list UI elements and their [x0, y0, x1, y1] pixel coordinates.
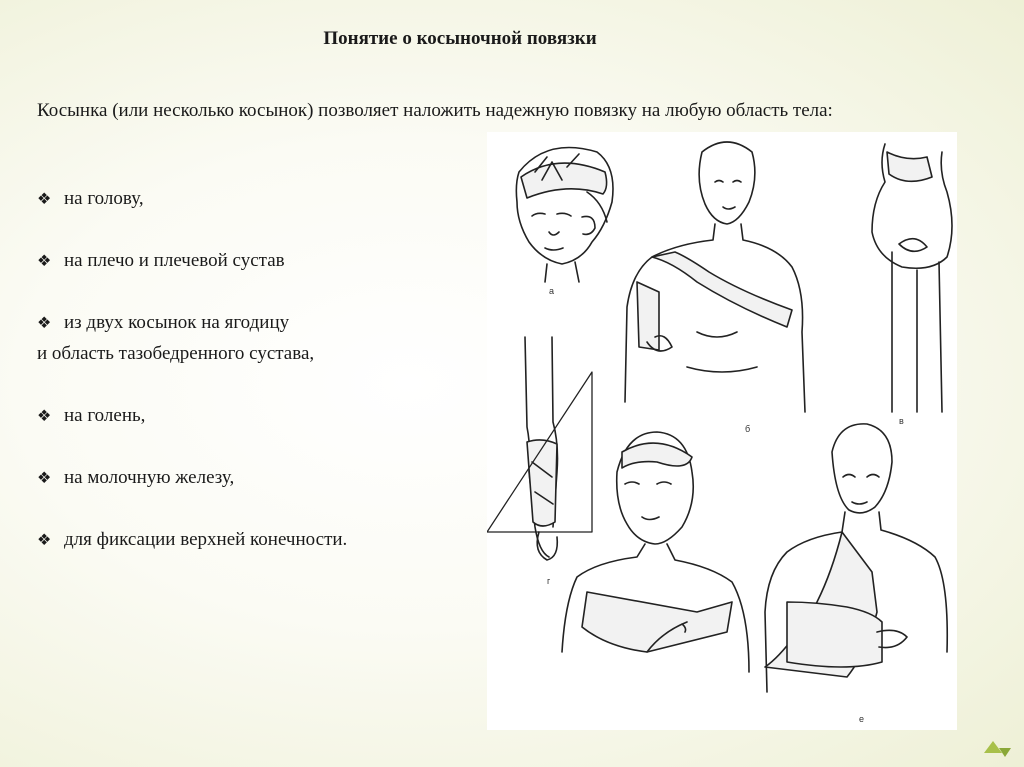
bullet-item — [37, 183, 497, 214]
svg-text:а: а — [549, 286, 555, 296]
bullet-text: на плечо и плечевой сустав — [64, 250, 285, 271]
bullet-text: для фиксации верхней конечности. — [64, 529, 348, 550]
shoulder-bandage-drawing — [625, 142, 805, 434]
diamond-bullet-icon: ❖ — [37, 253, 52, 270]
bullet-continuation: и область тазобедренного сустава, — [37, 343, 315, 364]
head-bandage-drawing — [516, 148, 613, 283]
svg-text:в: в — [899, 416, 904, 426]
bullet-list — [37, 183, 497, 555]
diamond-bullet-icon: ❖ — [37, 532, 52, 549]
slide-title: Понятие о косыночной повязки — [323, 28, 597, 49]
corner-decoration-icon — [999, 748, 1011, 757]
diamond-bullet-icon: ❖ — [37, 470, 52, 487]
arm-sling-drawing — [765, 424, 947, 724]
bullet-text: на голову, — [64, 188, 144, 209]
bullet-text: из двух косынок на ягодицу — [64, 312, 290, 333]
bullet-item — [37, 462, 497, 493]
bullet-item — [37, 245, 497, 276]
shin-bandage-drawing — [487, 337, 592, 586]
bullet-item — [37, 307, 497, 338]
bandage-illustration — [487, 132, 957, 730]
svg-text:б: б — [745, 424, 751, 434]
svg-text:г: г — [547, 576, 551, 586]
svg-text:е: е — [859, 714, 865, 724]
breast-bandage-drawing — [562, 432, 749, 672]
bullet-text: на молочную железу, — [64, 467, 235, 488]
bullet-item — [37, 400, 497, 431]
bullet-text: на голень, — [64, 405, 146, 426]
diamond-bullet-icon: ❖ — [37, 408, 52, 425]
intro-paragraph: Косынка (или несколько косынок) позволяет наложить надежную повязку на любую область тела: — [37, 100, 833, 121]
bullet-item — [37, 524, 497, 555]
diamond-bullet-icon: ❖ — [37, 191, 52, 208]
diamond-bullet-icon: ❖ — [37, 315, 52, 332]
hip-bandage-drawing — [872, 144, 952, 426]
